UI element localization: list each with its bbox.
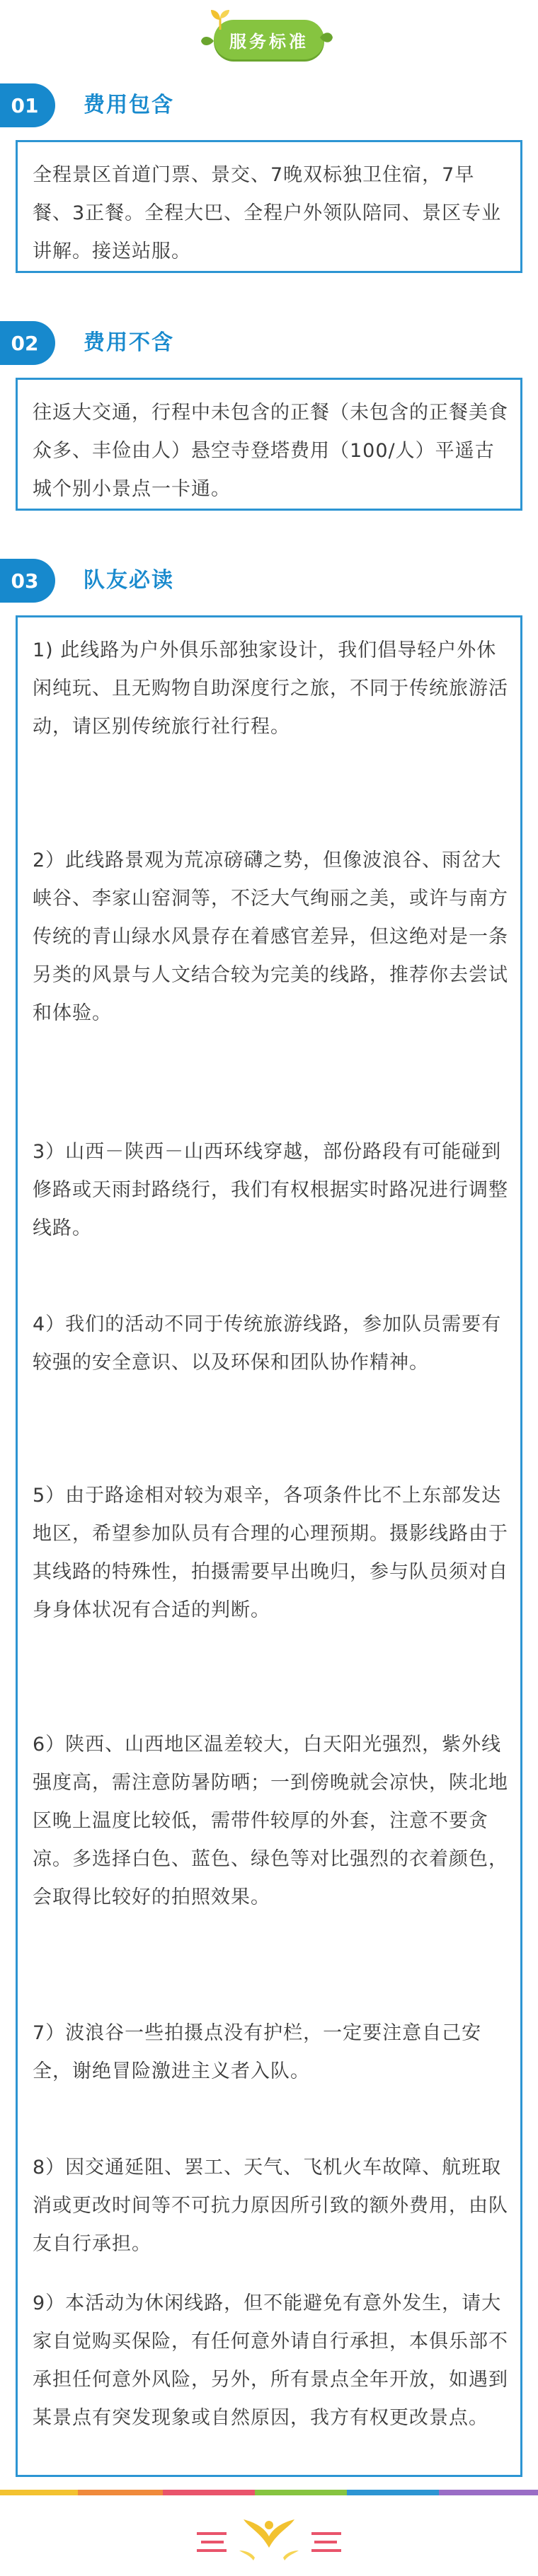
note-item: 8）因交通延阻、罢工、天气、飞机火车故障、航班取消或更改时间等不可抗力原因所引致的额外费用，由队友自行承担。 [33,2157,508,2255]
note-item: 7）波浪谷一些拍摄点没有护栏，一定要注意自己安全，谢绝冒险激进主义者入队。 [33,2022,482,2082]
note-item: 2）此线路景观为荒凉磅礴之势，但像波浪谷、雨岔大峡谷、李家山窑洞等，不泛大气绚丽之美，或许与南方传统的青山绿水风景存在着感官差异，但这绝对是一条另类的风景与人文结合较为完美的线路，推荐你去尝试和体验。 [33,849,508,1024]
note-item: 9）本活动为休闲线路，但不能避免有意外发生，请大家自觉购买保险，有任何意外请自行承担，本俱乐部不承担任何意外风险，另外，所有景点全年开放，如遇到某景点有突发现象或自然原因，我方有权更改景点。 [33,2292,508,2429]
section-paragraph: 全程景区首道门票、景交、7晚双标独卫住宿，7早餐、3正餐。全程大巴、全程户外领队陪同、景区专业讲解。接送站服。 [33,164,502,262]
section-member-notes [0,559,538,2429]
header [0,0,538,78]
section-title: 费用包含 [84,93,174,117]
leaf-icon [319,30,334,45]
service-standard-badge [214,20,324,59]
section-number: 01 [0,83,55,127]
section-fees-included [0,83,538,262]
section-header [0,559,538,604]
note-item: 4）我们的活动不同于传统旅游线路，参加队员需要有较强的安全意识、以及环保和团队协作精神。 [33,1313,502,1374]
note-item: 3）山西－陕西－山西环线穿越，部份路段有可能碰到修路或天雨封路绕行，我们有权根据实时路况进行调整线路。 [33,1141,508,1239]
section-title: 费用不含 [84,330,174,355]
note-item: 6）陕西、山西地区温差较大，白天阳光强烈，紫外线强度高，需注意防暑防晒；一到傍晚就会凉快，陕北地区晚上温度比较低，需带件较厚的外套，注意不要贪凉。多选择白色、蓝色、绿色等对比强烈的衣着颜色，会取得比较好的拍照效果。 [33,1734,508,1908]
note-item: 5）由于路途相对较为艰辛，各项条件比不上东部发达地区，希望参加队员有合理的心理预期。摄影线路由于其线路的特殊性，拍摄需要早出晚归，参与队员须对自身身体状况有合适的判断。 [33,1485,508,1621]
section-paragraph: 往返大交通，行程中未包含的正餐（未包含的正餐美食众多、丰俭由人）悬空寺登塔费用（100/人）平遥古城个别小景点一卡通。 [33,402,508,500]
note-item: 1) 此线路为户外俱乐部独家设计，我们倡导轻户外休闲纯玩、且无购物自助深度行之旅，不同于传统旅游活动，请区别传统旅行社行程。 [33,639,508,738]
section-number: 02 [0,321,55,365]
section-fees-excluded [0,321,538,500]
section-header [0,321,538,366]
section-header [0,83,538,129]
footer-bird-ornament-icon [0,2504,538,2576]
section-title: 队友必读 [84,568,174,593]
badge-label: 服务标准 [229,31,309,52]
section-number: 03 [0,559,55,603]
leaf-icon [200,34,215,48]
sprout-icon [208,8,232,30]
footer-divider [0,2490,538,2497]
